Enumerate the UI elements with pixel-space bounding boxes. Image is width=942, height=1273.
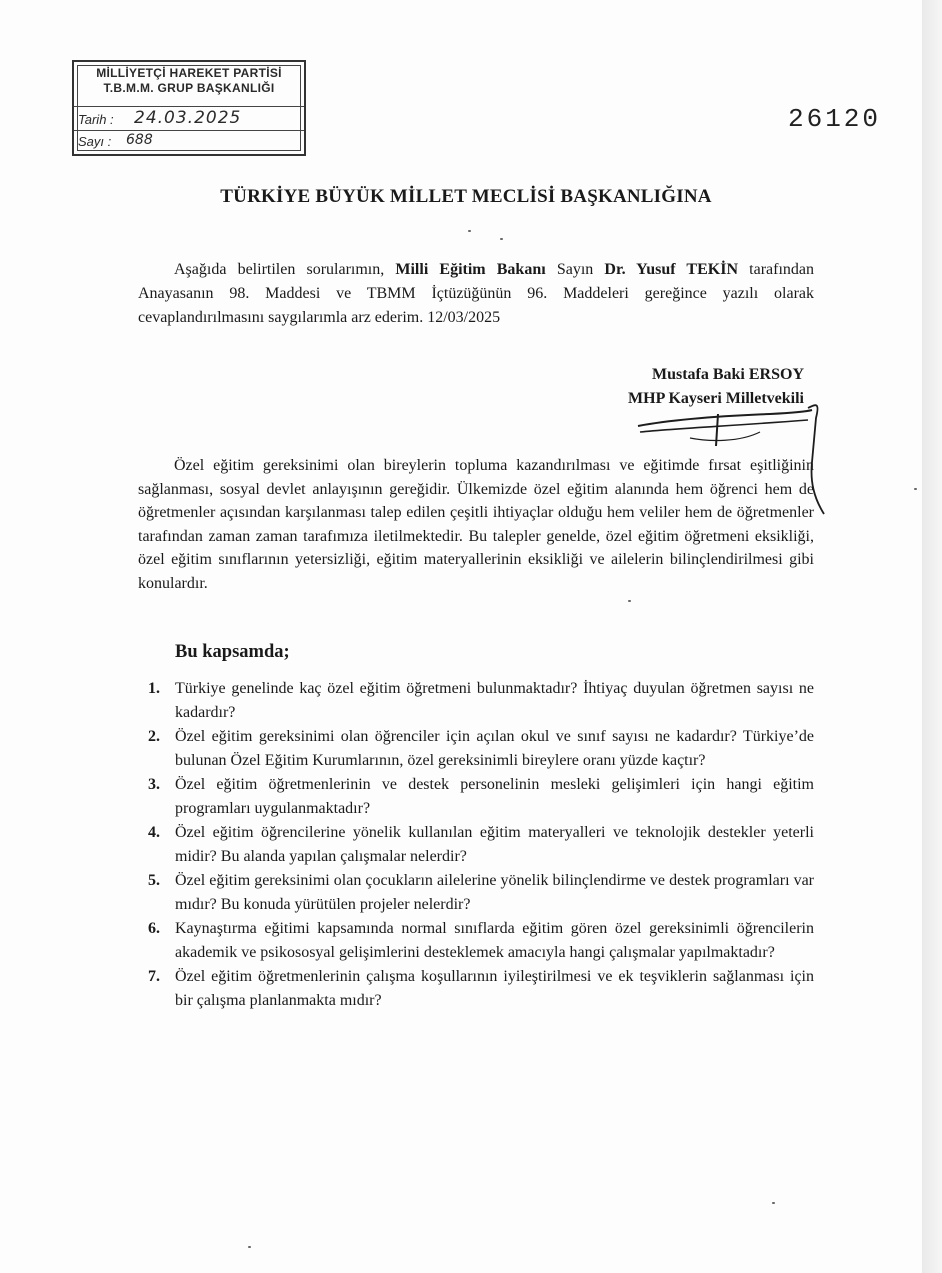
question-number: 3. <box>148 776 160 793</box>
question-text: Türkiye genelinde kaç özel eğitim öğretmeni bulunmaktadır? İhtiyaç duyulan öğretmen sayısı ne kadardır? <box>175 680 814 721</box>
question-item <box>140 965 814 1012</box>
question-text: Özel eğitim öğrencilerine yönelik kullanılan eğitim materyalleri ve teknolojik destekler yeterli midir? Bu alanda yapılan çalışmalar nelerdir? <box>175 824 814 865</box>
question-text: Özel eğitim öğretmenlerinin çalışma koşullarının iyileştirilmesi ve ek teşviklerin sağlanması için bir çalışma planlanmakta mıdır? <box>175 968 814 1009</box>
signer-name: Mustafa Baki ERSOY <box>651 366 804 383</box>
question-number: 1. <box>148 680 160 697</box>
question-number: 4. <box>148 824 160 841</box>
intro-text-3: tarafından Anayasanın 98. Maddesi ve TBMM İçtüzüğünün 96. Maddeleri gereğince yazılı olarak cevaplandırılmasını saygılarımla arz ederim. 12/03/2025 <box>138 261 814 326</box>
question-text: Özel eğitim öğretmenlerinin ve destek personelinin mesleki gelişimleri için hangi eğitim programları uygulanmaktadır? <box>175 776 814 817</box>
question-number: 2. <box>148 728 160 745</box>
stamp-line-group: T.B.M.M. GRUP BAŞKANLIĞI <box>103 81 275 95</box>
stamp-number-label: Sayı : <box>78 134 112 149</box>
stamp-divider <box>74 130 304 131</box>
stamp-line-party: MİLLİYETÇİ HAREKET PARTİSİ <box>96 66 282 80</box>
intro-text-1: Aşağıda belirtilen sorularımın, <box>174 261 396 278</box>
question-text: Özel eğitim gereksinimi olan öğrenciler için açılan okul ve sınıf sayısı ne kadardır? Türkiye’de bulunan Özel Eğitim Kurumlarının, özel gereksinimli bireylere oranı yüzde kaçtır? <box>175 728 814 769</box>
body-paragraph-text: Özel eğitim gereksinimi olan bireylerin topluma kazandırılması ve eğitimde fırsat eşitliğinin sağlanması, sosyal devlet anlayışının gereğidir. Ülkemizde özel eğitim alanında hem öğrenci hem de öğretmenler açısından karşılanması talep edilen çeşitli ihtiyaçlar olduğu hem veliler hem de öğretmenler tarafından zaman zaman tarafımıza iletilmektedir. Bu talepler genelde, özel eğitim öğretmeni eksikliği, özel eğitim sınıflarının yetersizliği, eğitim materyallerinin eksikliği ve ailelerin bilinçlendirilmesi gibi konulardır. <box>138 457 814 592</box>
question-number: 5. <box>148 872 160 889</box>
scan-speck <box>628 600 631 602</box>
scan-speck <box>468 230 471 232</box>
section-heading: Bu kapsamda; <box>175 642 290 662</box>
scan-speck <box>248 1246 251 1248</box>
signer-role: MHP Kayseri Milletvekili <box>628 390 804 407</box>
stamp-divider <box>74 106 304 107</box>
question-number: 7. <box>148 968 160 985</box>
stamp-date-value: 24.03.2025 <box>134 108 242 128</box>
question-item <box>140 869 814 916</box>
question-item <box>140 773 814 820</box>
question-number: 6. <box>148 920 160 937</box>
question-item <box>140 725 814 772</box>
intro-text-2: Sayın <box>545 261 605 278</box>
question-text: Kaynaştırma eğitimi kapsamında normal sınıflarda eğitim gören özel gereksinimli öğrencilerin akademik ve psikososyal gelişimlerini desteklemek amacıyla hangi çalışmalar yapılmaktadır? <box>175 920 814 961</box>
body-paragraph <box>138 454 814 595</box>
question-text: Özel eğitim gereksinimi olan çocukların ailelerine yönelik bilinçlendirme ve destek programları var mıdır? Bu konuda yürütülen projeler nelerdir? <box>175 872 814 913</box>
stamp-date-label: Tarih : <box>78 112 114 127</box>
stamp-number-value: 688 <box>126 132 153 148</box>
minister-name: Dr. Yusuf TEKİN <box>604 261 738 278</box>
question-item <box>140 917 814 964</box>
intro-paragraph <box>138 258 814 330</box>
scan-speck <box>500 238 503 240</box>
scan-speck <box>772 1202 775 1204</box>
question-item <box>140 677 814 724</box>
question-item <box>140 821 814 868</box>
party-group-stamp <box>72 60 306 156</box>
scan-speck <box>914 488 917 490</box>
question-list <box>140 677 814 1013</box>
document-title: TÜRKİYE BÜYÜK MİLLET MECLİSİ BAŞKANLIĞINA <box>220 186 712 207</box>
document-number: 26120 <box>788 104 882 134</box>
page-edge-shadow <box>922 0 942 1273</box>
minister-title: Milli Eğitim Bakanı <box>395 261 546 278</box>
